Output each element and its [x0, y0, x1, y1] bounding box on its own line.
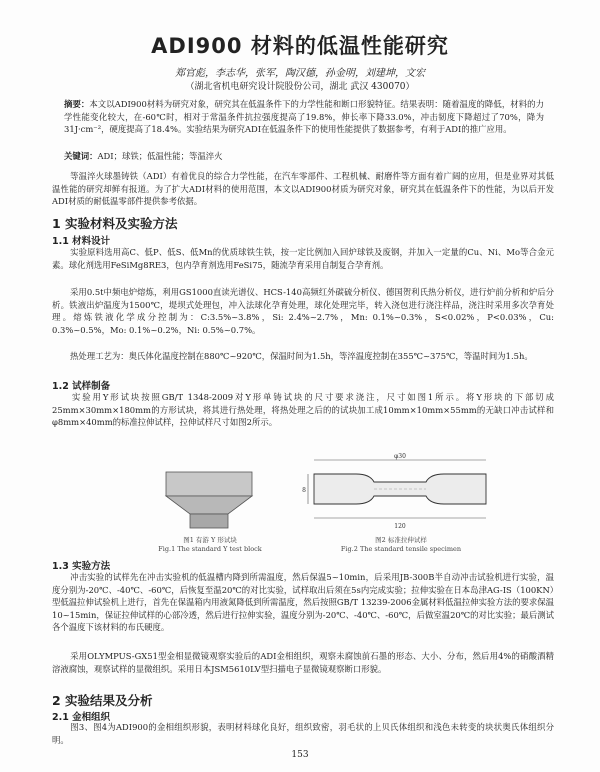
- s13-paragraph-1: 冲击实验的试样先在冲击实验机的低温槽内降到所需温度，然后保温5~10min，后采用JB-300B半自动冲击试验机进行实验，温度分别为-20℃、-40℃、-60℃，后恢复至温20℃的对比实验，试样取出后须在5s内完成实验；拉伸实验在日本岛津AG-IS（100KN）型低温拉伸试验机上进行，首先在保温箱内用液氮降低到所需温度，然后按照GB/T 13239-2006金属材料低温拉伸实验方法的要求保温10~15min，保证拉伸试样的心部冷透，然后进行拉伸实验，温度分别为-20℃、-40℃、-60℃，后做室温20℃的对比实验；最后测试各个温度下该材料的布氏硬度。: [52, 572, 554, 633]
- y-block-taper: [166, 496, 252, 514]
- dim-label-bottom: 120: [394, 523, 406, 530]
- section-1-heading: 1 实验材料及实验方法: [52, 216, 178, 231]
- abstract-label: 摘要：: [64, 99, 90, 109]
- s13-paragraph-2: 采用OLYMPUS-GX51型金相显微镜观察实验后的ADI金相组织，观察未腐蚀前石墨的形态、大小、分布，然后用4%的硝酸酒精溶液腐蚀，观察试样的显微组织。采用日本JSM5610LV型扫描电子显微镜观察断口形貌。: [52, 651, 554, 674]
- dim-label-top: φ30: [394, 453, 406, 460]
- s21-paragraph-1: 图3、图4为ADI900的金相组织形貌，表明材料球化良好，组织致密，羽毛状的上贝氏体组织和浅色未转变的块状奥氏体组织分明。: [52, 722, 554, 745]
- intro-paragraph: 等温淬火球墨铸铁（ADI）有着优良的综合力学性能，在汽车零部件、工程机械、耐磨件等方面有着广阔的应用，但是业界对其低温性能的研究却鲜有报道。为了扩大ADI材料的使用范围，本文以ADI900材质为研究对象，研究其在低温条件下的性能，为以后开发ADI材质的耐低温零部件提供参考依据。: [52, 171, 554, 207]
- y-block-top: [166, 472, 252, 496]
- y-block-leg: [190, 514, 228, 528]
- paper-title: ADI900 材料的低温性能研究: [151, 34, 449, 58]
- s12-paragraph-1: 实验用Y形试块按照GB/T 1348-2009对Y形单铸试块的尺寸要求浇注，尺寸如图1所示。将Y形块的下部切成25mm×30mm×180mm的方形试块，将其进行热处理，将热处理之后的的试块加工成10mm×10mm×55mm的无缺口冲击试样和φ8mm×40mm的标准拉伸试样，拉伸试样尺寸如图2所示。: [52, 392, 554, 428]
- section-1-3-heading: 1.3 实验方法: [52, 561, 111, 572]
- section-1-2-heading: 1.2 试样制备: [52, 381, 111, 392]
- keywords: [64, 150, 544, 163]
- keywords-label: 关键词：: [64, 151, 98, 161]
- figure-2-caption: 图2 标准拉伸试样 Fig.2 The standard tensile specimen: [340, 536, 462, 553]
- section-1-1-heading: 1.1 材料设计: [52, 236, 111, 247]
- figure-1-caption: 图1 有游 Y 形试块 Fig.1 The standard Y test block: [158, 536, 262, 553]
- abstract-text: 本文以ADI900材料为研究对象，研究其在低温条件下的力学性能和断口形貌特征。结果表明：随着温度的降低，材料的力学性能变化较大，在-60℃时，相对于常温条件抗拉强度提高了19.8%，伸长率下降33.0%，冲击韧度下降超过了70%，降为31J·cm⁻²，硬度提高了18.4%。实验结果为研究ADI在低温条件下的使用性能提供了数据参考，有利于ADI的推广应用。: [64, 99, 544, 134]
- affiliation: （湖北省机电研究设计院股份公司，湖北 武汉 430070）: [185, 82, 415, 92]
- authors: 郑官彪，李志华，张军，陶汉德，孙金明，刘建坤，文宏: [175, 68, 425, 79]
- dim-label-left: 8: [302, 487, 306, 494]
- figure-1-y-block: [146, 466, 274, 532]
- page-number: 153: [291, 750, 309, 760]
- s11-paragraph-1: 实验原料选用高C、低P、低S、低Mn的优质球铁生铁，按一定比例加入回炉球铁及废钢，并加入一定量的Cu、Ni、Mo等合金元素。球化剂选用FeSiMg8RE3，包内孕育剂选用FeSi75，随流孕育采用自制复合孕育剂。: [52, 247, 554, 270]
- keywords-text: ADI；球铁；低温性能；等温淬火: [97, 151, 223, 161]
- section-2-1-heading: 2.1 金相组织: [52, 712, 111, 723]
- abstract: [64, 98, 544, 136]
- section-2-heading: 2 实验结果及分析: [52, 693, 153, 708]
- figure-2-tensile-specimen: [300, 452, 500, 534]
- s11-paragraph-3: 热处理工艺为：奥氏体化温度控制在880℃~920℃，保温时间为1.5h，等淬温度控制在355℃~375℃，等温时间为1.5h。: [70, 351, 533, 361]
- s11-paragraph-2: 采用0.5t中频电炉熔炼，利用GS1000直读光谱仪、HCS-140高频红外碳硫分析仪、德国贺利氏热分析仪，进行炉前分析和炉后分析。铁液出炉温度为1500℃，堤坝式处理包，冲入法球化孕育处理，球化处理完毕，转入浇包进行浇注样品，浇注时采用多次孕育处理。熔炼铁液化学成分控制为：C:3.5%~3.8%，Si: 2.4%~2.7%，Mn: 0.1%~0.3%，S<0.02%，P<0.03%，Cu: 0.3%~0.5%，Mo: 0.1%~0.2%，Ni: 0.5%~0.7%。: [52, 287, 554, 335]
